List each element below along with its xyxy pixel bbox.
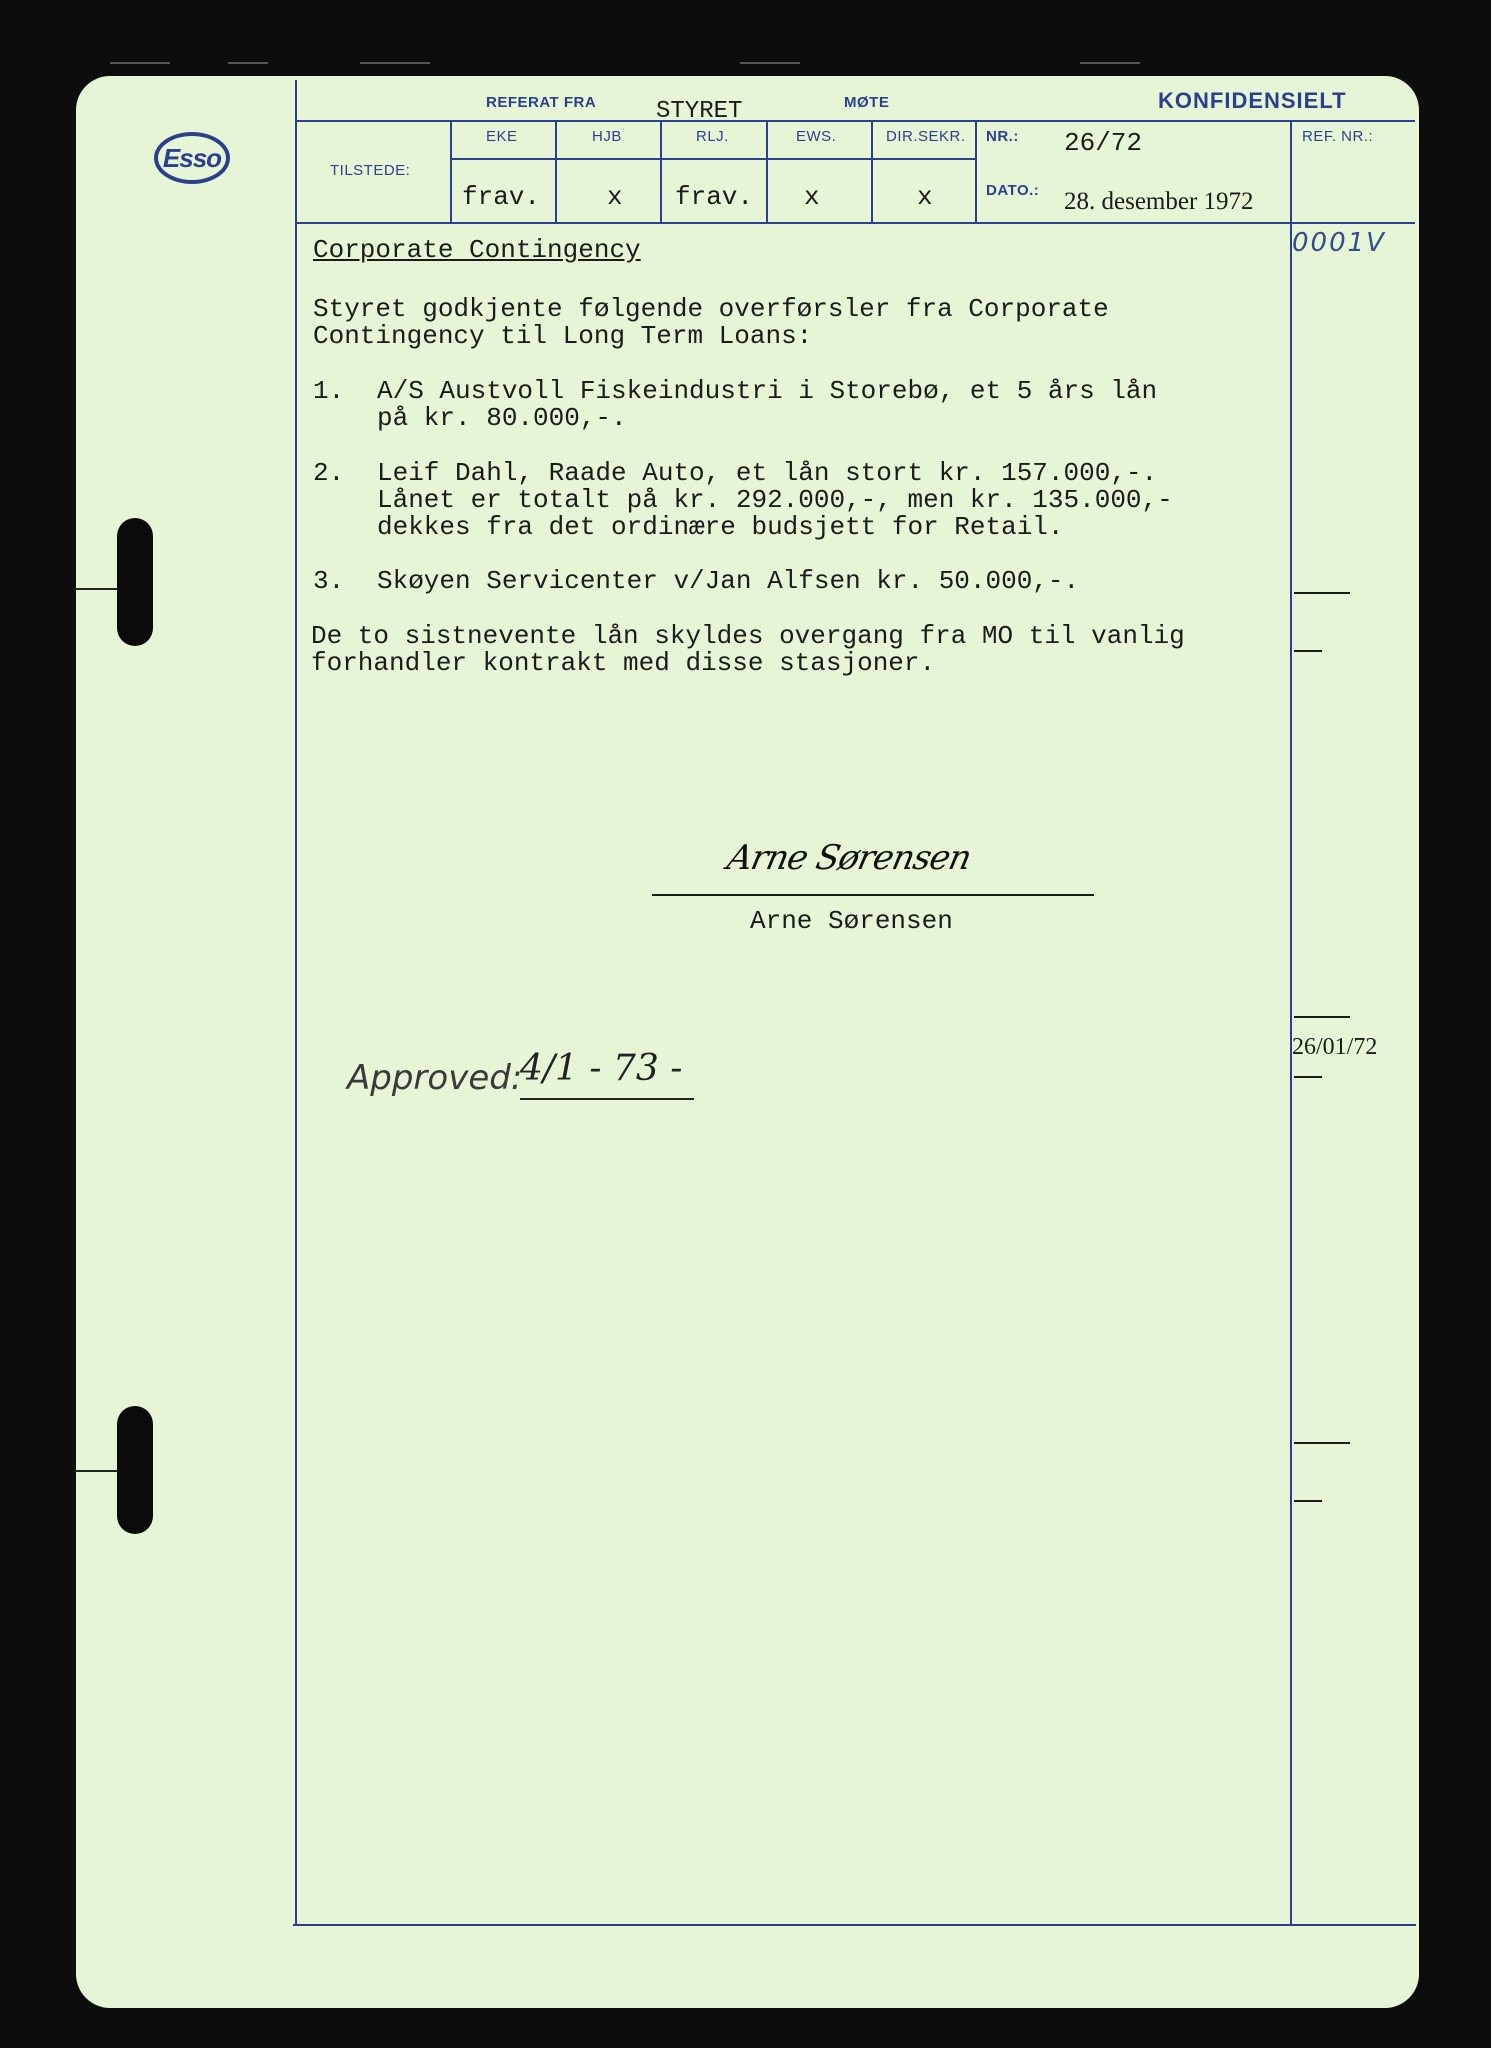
handwritten-signature: Arne Sørensen <box>723 838 975 878</box>
attendee-col-divider <box>660 120 662 222</box>
attendee-col-divider <box>975 120 977 222</box>
dato-label: DATO.: <box>986 182 1040 199</box>
attendee-status-ews: x <box>804 182 820 212</box>
margin-tick <box>1294 1442 1350 1444</box>
body-intro-line: Contingency til Long Term Loans: <box>313 321 813 351</box>
nr-label: NR.: <box>986 128 1019 145</box>
list-item-line: Lånet er totalt på kr. 292.000,-, men kr. 135.000,- <box>377 485 1173 515</box>
meeting-name: STYRET <box>656 98 743 125</box>
scan-edge-mark <box>360 62 430 64</box>
closing-line: De to sistnevente lån skyldes overgang fra MO til vanlig <box>311 621 1185 651</box>
attendee-status-rlj: frav. <box>675 182 754 212</box>
list-item-line: dekkes fra det ordinære budsjett for Retail. <box>377 512 1064 542</box>
list-item-line: A/S Austvoll Fiskeindustri i Storebø, et 5 års lån <box>377 376 1158 406</box>
attendee-col-divider <box>555 120 557 222</box>
form-header-bottom <box>295 222 1415 224</box>
form-left-border <box>295 80 297 1924</box>
attendee-status-dirsekr: x <box>917 182 933 212</box>
scan-edge-mark <box>1080 62 1140 64</box>
body-heading: Corporate Contingency <box>313 235 641 265</box>
attendee-col-divider <box>871 120 873 222</box>
signature-line <box>652 894 1094 896</box>
margin-tick <box>1294 1016 1350 1018</box>
list-item-line: på kr. 80.000,-. <box>377 403 627 433</box>
confidential-label: KONFIDENSIELT <box>1158 88 1347 113</box>
binder-hole <box>117 1406 153 1534</box>
approved-stamp: Approved: <box>347 1058 523 1098</box>
list-item-number: 1. <box>313 376 345 406</box>
referat-fra-label: REFERAT FRA <box>486 94 597 111</box>
dato-value: 28. desember 1972 <box>1064 188 1254 215</box>
esso-logo-text: Esso <box>162 142 222 173</box>
approval-handwritten-date: 4/1 - 73 - <box>520 1048 683 1089</box>
tilstede-label: TILSTEDE: <box>330 162 411 179</box>
binder-hole-line <box>74 1470 118 1472</box>
attendee-initials-eke: EKE <box>486 128 518 145</box>
list-item-line: Leif Dahl, Raade Auto, et lån stort kr. 157.000,-. <box>377 458 1158 488</box>
margin-tick <box>1294 1076 1322 1078</box>
margin-tick <box>1294 592 1350 594</box>
mote-label: MØTE <box>844 94 890 111</box>
body-intro-line: Styret godkjente følgende overførsler fra Corporate <box>313 294 1109 324</box>
form-header-divider <box>295 120 1415 122</box>
form-header-right-border <box>1290 120 1292 224</box>
signatory-name: Arne Sørensen <box>750 906 953 936</box>
attendee-initials-rlj: RLJ. <box>696 128 729 145</box>
margin-tick <box>1294 1500 1322 1502</box>
attendee-row-divider <box>450 158 975 160</box>
attendee-initials-ews: EWS. <box>796 128 837 145</box>
list-item-number: 3. <box>313 566 345 596</box>
attendee-initials-hjb: HJB <box>592 128 622 145</box>
attendee-col-divider <box>450 120 452 222</box>
form-right-border <box>1290 224 1292 1924</box>
list-item-line: Skøyen Servicenter v/Jan Alfsen kr. 50.000,-. <box>377 566 1080 596</box>
attendee-status-hjb: x <box>607 182 623 212</box>
margin-date: 26/01/72 <box>1292 1034 1378 1060</box>
approval-underline <box>520 1098 694 1100</box>
list-item-number: 2. <box>313 458 345 488</box>
nr-value: 26/72 <box>1064 128 1143 158</box>
binder-hole <box>117 518 153 646</box>
esso-logo <box>154 132 230 184</box>
attendee-status-eke: frav. <box>462 182 541 212</box>
attendee-col-divider <box>766 120 768 222</box>
closing-line: forhandler kontrakt med disse stasjoner. <box>311 648 936 678</box>
scan-edge-mark <box>110 62 170 64</box>
ref-nr-label: REF. NR.: <box>1302 128 1374 145</box>
document-sheet <box>76 76 1419 2008</box>
binder-hole-line <box>74 588 118 590</box>
scan-edge-mark <box>740 62 800 64</box>
attendee-initials-dirsekr: DIR.SEKR. <box>886 128 966 145</box>
form-bottom-border <box>293 1924 1416 1926</box>
margin-tick <box>1294 650 1322 652</box>
ref-nr-value: 0001V <box>1292 228 1386 258</box>
scan-edge-mark <box>228 62 268 64</box>
